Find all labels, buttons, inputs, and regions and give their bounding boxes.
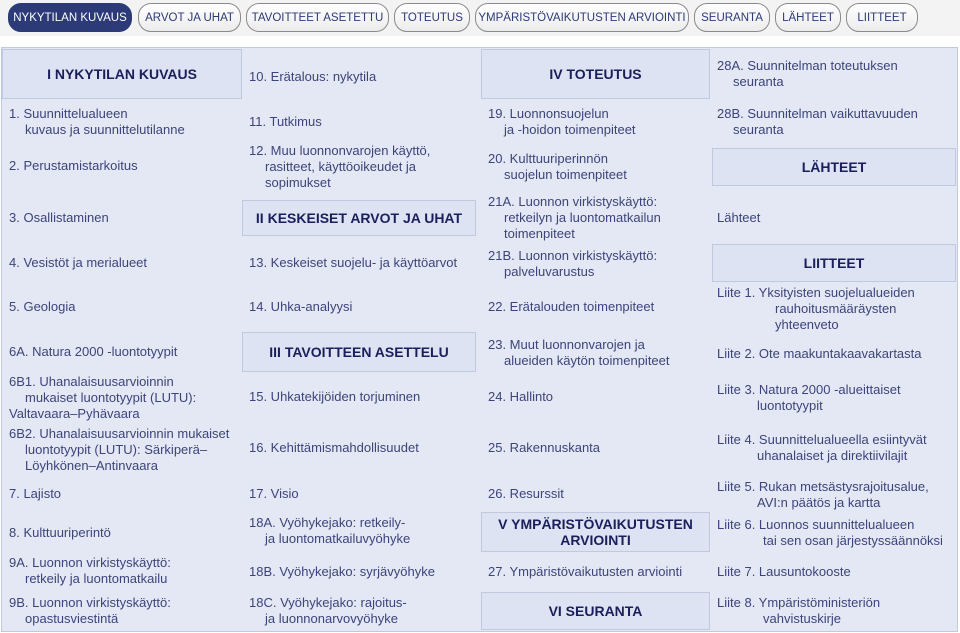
link-label: 11. Tutkimus	[249, 114, 322, 129]
link-kulttuuriperinnon-suojelu[interactable]	[481, 148, 710, 186]
link-label: 3. Osallistaminen	[9, 210, 109, 225]
tab-label: NYKYTILAN KUVAUS	[13, 11, 127, 24]
link-label: 24. Hallinto	[488, 389, 554, 404]
tab-seuranta[interactable]	[694, 3, 770, 32]
line: ja -hoidon toimenpiteet	[504, 122, 636, 137]
link-liite-3[interactable]	[710, 380, 958, 416]
link-liite-6[interactable]	[710, 515, 958, 551]
line: ja luonnonarvovyöhyke	[265, 611, 398, 626]
link-label: Lähteet	[717, 210, 761, 225]
tab-label: TOTEUTUS	[401, 11, 463, 24]
link-liite-5[interactable]	[710, 477, 958, 513]
tab-lahteet[interactable]	[775, 3, 841, 32]
line: alueiden käytön toimenpiteet	[504, 353, 670, 368]
link-resurssit[interactable]	[481, 480, 710, 508]
link-label: 14. Uhka-analyysi	[249, 299, 353, 314]
tab-toteutus[interactable]	[394, 3, 470, 32]
line: 20. Kulttuuriperinnön	[488, 151, 608, 166]
line: 19. Luonnonsuojelun	[488, 106, 609, 121]
heading-seuranta[interactable]	[481, 592, 710, 630]
link-liite-7[interactable]	[710, 558, 958, 586]
line: Liite 5. Rukan metsästysrajoitusalue,	[717, 479, 929, 494]
link-vyohyke-syrjavyohyke[interactable]	[242, 558, 476, 586]
tab-nykytilan-kuvaus[interactable]	[8, 3, 132, 32]
link-label: Liite 2. Ote maakuntakaavakartasta	[717, 346, 922, 361]
link-liite-2[interactable]	[710, 340, 958, 368]
line: 28B. Suunnitelman vaikuttavuuden	[717, 106, 918, 121]
line: Liite 8. Ympäristöministeriön	[717, 595, 881, 610]
link-toteutuksen-seuranta[interactable]	[710, 55, 958, 93]
heading-ymparistovaikutusten-arviointi[interactable]	[481, 512, 710, 552]
tab-arvot-ja-uhat[interactable]	[138, 3, 241, 32]
top-nav	[0, 0, 960, 36]
link-eratalouden-toimenpiteet[interactable]	[481, 293, 710, 321]
line: retkeily ja luontomatkailu	[25, 571, 168, 586]
line: Löyhkönen–Antinvaara	[25, 458, 158, 473]
line: 23. Muut luonnonvarojen ja	[488, 337, 645, 352]
line: kuvaus ja suunnittelutilanne	[25, 122, 185, 137]
line: Liite 3. Natura 2000 -alueittaiset	[717, 382, 901, 397]
link-lutu-valtavaara[interactable]	[2, 372, 242, 424]
link-muut-toimenpiteet[interactable]	[481, 334, 710, 372]
line: Liite 4. Suunnittelualueella esiintyvät	[717, 432, 927, 447]
link-lajisto[interactable]	[2, 480, 242, 508]
link-retkeilyn-toimenpiteet[interactable]	[481, 192, 710, 244]
link-liite-4[interactable]	[710, 430, 958, 466]
tab-liitteet[interactable]	[846, 3, 918, 32]
line: toimenpiteet	[504, 226, 575, 241]
line: retkeilyn ja luontomatkailun	[504, 210, 661, 225]
link-label: 26. Resurssit	[488, 486, 564, 501]
heading-label: III TAVOITTEEN ASETTELU	[269, 344, 449, 360]
link-uhkatekijoiden-torjuminen[interactable]	[242, 383, 476, 411]
line: opastusviestintä	[25, 611, 119, 626]
tab-ymparistovaikutusten-arviointi[interactable]	[475, 3, 689, 32]
tab-label: YMPÄRISTÖVAIKUTUSTEN ARVIOINTI	[478, 11, 686, 24]
line: mukaiset luontotyypit (LUTU):	[25, 390, 197, 405]
line: seuranta	[733, 122, 784, 137]
line: V YMPÄRISTÖVAIKUTUSTEN	[498, 516, 693, 532]
link-label: 22. Erätalouden toimenpiteet	[488, 299, 655, 314]
link-perustamistarkoitus[interactable]	[2, 151, 242, 181]
link-rakennuskanta[interactable]	[481, 434, 710, 462]
heading-tavoitteen-asettelu[interactable]	[242, 332, 476, 372]
link-label: 17. Visio	[249, 486, 299, 501]
tab-label: SEURANTA	[701, 11, 763, 24]
link-natura-luontotyypit[interactable]	[2, 337, 242, 367]
link-liite-8[interactable]	[710, 592, 958, 630]
tab-label: LÄHTEET	[782, 11, 834, 24]
link-suojelu-kayttoarvot[interactable]	[242, 249, 476, 277]
line: Liite 6. Luonnos suunnittelualueen	[717, 517, 915, 532]
link-lutu-sarkipera[interactable]	[2, 424, 242, 476]
line: vahvistuskirje	[763, 611, 842, 626]
line: Liite 1. Yksityisten suojelualueiden	[717, 285, 915, 300]
heading-label: LIITTEET	[803, 255, 865, 271]
line: ja luontomatkailuvyöhyke	[265, 531, 411, 546]
link-vyohyke-rajoitus[interactable]	[242, 592, 476, 630]
line: 21B. Luonnon virkistyskäyttö:	[488, 248, 658, 263]
tab-label: ARVOT JA UHAT	[145, 11, 234, 24]
line: sopimukset	[265, 175, 331, 190]
line: AVI:n päätös ja kartta	[757, 495, 881, 510]
heading-label: II KESKEISET ARVOT JA UHAT	[255, 210, 463, 226]
link-lahteet[interactable]	[710, 203, 958, 233]
line: suojelun toimenpiteet	[504, 167, 627, 182]
link-label: 8. Kulttuuriperintö	[9, 525, 111, 540]
link-palveluvarustus[interactable]	[481, 245, 710, 283]
line: 21A. Luonnon virkistyskäyttö:	[488, 194, 658, 209]
tab-tavoitteet-asetettu[interactable]	[246, 3, 389, 32]
line: uhanalaiset ja direktiivilajit	[757, 448, 908, 463]
link-label: 13. Keskeiset suojelu- ja käyttöarvot	[249, 255, 458, 270]
link-osallistaminen[interactable]	[2, 203, 242, 233]
link-virkistyskaytto-opastus[interactable]	[2, 592, 242, 630]
line: seuranta	[733, 74, 784, 89]
link-tutkimus[interactable]	[242, 108, 476, 136]
line: Valtavaara–Pyhävaara	[9, 406, 140, 421]
heading-label: I NYKYTILAN KUVAUS	[47, 66, 197, 82]
line: 18A. Vyöhykejako: retkeily-	[249, 515, 406, 530]
line: 1. Suunnittelualueen	[9, 106, 128, 121]
line: rasitteet, käyttöoikeudet ja	[265, 159, 417, 174]
link-ymparistovaikutusten-arviointi[interactable]	[481, 558, 710, 586]
link-eratalous[interactable]	[242, 63, 476, 91]
link-geologia[interactable]	[2, 293, 242, 321]
line: 6B2. Uhanalaisuusarvioinnin mukaiset	[9, 426, 230, 441]
line: 12. Muu luonnonvarojen käyttö,	[249, 143, 431, 158]
line: 9B. Luonnon virkistyskäyttö:	[9, 595, 171, 610]
line: 6B1. Uhanalaisuusarvioinnin	[9, 374, 174, 389]
link-vesistot[interactable]	[2, 249, 242, 277]
link-uhka-analyysi[interactable]	[242, 293, 476, 321]
link-label: 18B. Vyöhykejako: syrjävyöhyke	[249, 564, 435, 579]
link-label: 2. Perustamistarkoitus	[9, 158, 138, 173]
line: 18C. Vyöhykejako: rajoitus-	[249, 595, 407, 610]
heading-nykytilan-kuvaus[interactable]	[2, 49, 242, 99]
heading-toteutus[interactable]	[481, 49, 710, 99]
link-kehittamismahdollisuudet[interactable]	[242, 434, 476, 462]
link-label: 15. Uhkatekijöiden torjuminen	[249, 389, 421, 404]
heading-liitteet[interactable]	[712, 244, 956, 282]
link-vyohyke-retkeily[interactable]	[242, 512, 476, 550]
link-label: 5. Geologia	[9, 299, 76, 314]
link-label: 7. Lajisto	[9, 486, 62, 501]
link-label: 10. Erätalous: nykytila	[249, 69, 377, 84]
link-hallinto[interactable]	[481, 383, 710, 411]
heading-label: VI SEURANTA	[548, 603, 643, 619]
link-suunnittelualueen-kuvaus[interactable]	[2, 103, 242, 141]
link-label: 27. Ympäristövaikutusten arviointi	[488, 564, 683, 579]
link-label: Liite 7. Lausuntokooste	[717, 564, 851, 579]
line: yhteenveto	[775, 317, 839, 332]
link-label: 16. Kehittämismahdollisuudet	[249, 440, 419, 455]
line: 9A. Luonnon virkistyskäyttö:	[9, 555, 171, 570]
line: rauhoitusmääräysten	[775, 301, 897, 316]
tab-label: LIITTEET	[857, 11, 907, 24]
link-vaikuttavuuden-seuranta[interactable]	[710, 103, 958, 141]
link-luonnonvarojen-kaytto[interactable]	[242, 141, 476, 193]
line: tai sen osan järjestyssäännöksi	[763, 533, 943, 548]
line: 28A. Suunnitelman toteutuksen	[717, 58, 898, 73]
line: ARVIOINTI	[560, 532, 631, 548]
heading-lahteet[interactable]	[712, 148, 956, 186]
heading-label: LÄHTEET	[801, 159, 867, 175]
link-label: 25. Rakennuskanta	[488, 440, 601, 455]
link-liite-1[interactable]	[710, 284, 958, 334]
link-kulttuuriperinto[interactable]	[2, 518, 242, 548]
tab-label: TAVOITTEET ASETETTU	[251, 11, 384, 24]
link-luonnonsuojelun-toimenpiteet[interactable]	[481, 103, 710, 141]
line: luontotyypit (LUTU): Särkiperä–	[25, 442, 208, 457]
heading-label: IV TOTEUTUS	[549, 66, 642, 82]
line: luontotyypit	[757, 398, 823, 413]
line: palveluvarustus	[504, 264, 595, 279]
link-label: 4. Vesistöt ja merialueet	[9, 255, 148, 270]
link-label: 6A. Natura 2000 -luontotyypit	[9, 344, 178, 359]
link-visio[interactable]	[242, 480, 476, 508]
link-virkistyskaytto-retkeily[interactable]	[2, 552, 242, 590]
heading-keskeiset-arvot[interactable]	[242, 200, 476, 236]
